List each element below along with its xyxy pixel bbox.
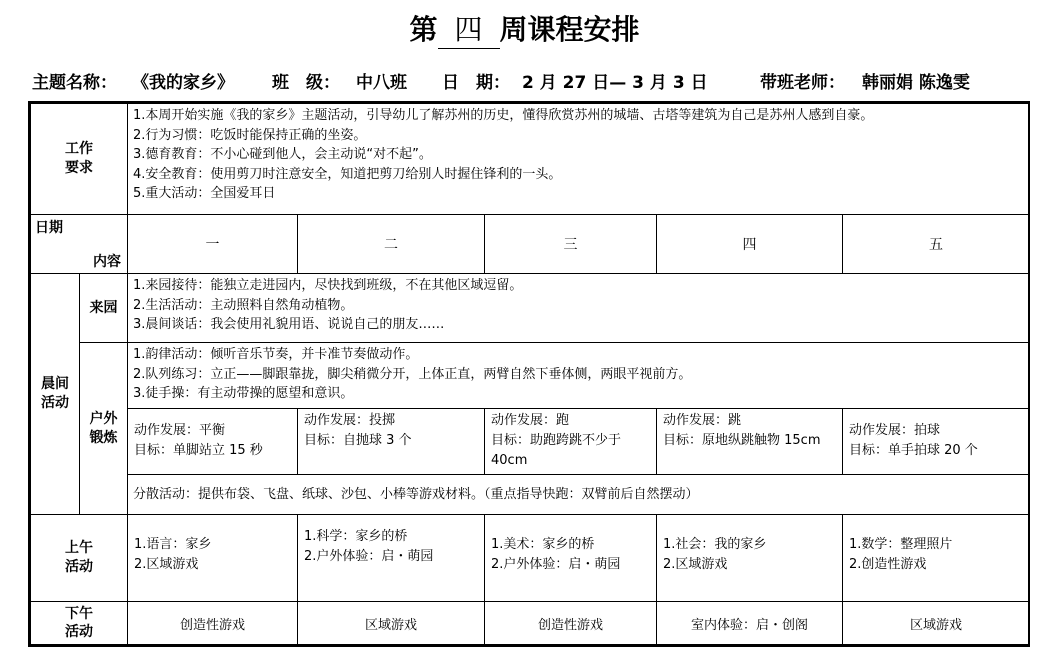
am-activity-line: 1.美术：家乡的桥: [491, 537, 595, 552]
am-activity: [842, 514, 1030, 602]
pm-activity: 区域游戏: [297, 601, 485, 645]
work-item: 3.德育教育：不小心碰到他人，会主动说“对不起”。: [133, 147, 432, 162]
arrival-label: 来园: [79, 273, 128, 343]
theme-label: 主题名称：: [32, 73, 117, 93]
work-requirements: [127, 103, 1030, 215]
am-activity-line: 2.创造性游戏: [849, 557, 927, 572]
outdoor-item: 2.队列练习：立正——脚跟靠拢，脚尖稍微分开，上体正直，两臂自然下垂体侧，两眼平视前方。: [133, 366, 692, 382]
morning-label: 晨间 活动: [30, 273, 80, 515]
exercise-goal: 目标：助跑跨跳不少于 40cm: [491, 433, 622, 468]
teacher-names: 韩丽娟 陈逸雯: [862, 73, 970, 93]
am-activity-line: 2.区域游戏: [134, 557, 199, 572]
page-title: [0, 8, 1049, 49]
exercise-goal: 目标：自抛球 3 个: [304, 433, 412, 448]
work-item: 5.重大活动：全国爱耳日: [133, 186, 276, 201]
date-label: 日 期：: [442, 73, 510, 93]
exercise-goal: 目标：单脚站立 15 秒: [134, 443, 263, 458]
am-activity-line: 2.户外体验：启・萌园: [304, 549, 434, 564]
am-activity-line: 1.社会：我的家乡: [663, 537, 767, 552]
pm-activity: 区域游戏: [842, 601, 1030, 645]
outdoor-content: [127, 342, 1030, 409]
week-number: 四: [438, 8, 500, 49]
outdoor-label: 户外 锻炼: [79, 342, 128, 515]
am-activity-line: 2.区域游戏: [663, 557, 728, 572]
day-header: 五: [842, 214, 1030, 274]
am-activity-line: 1.科学：家乡的桥: [304, 529, 408, 544]
arrival-item: 2.生活活动：主动照料自然角动植物。: [133, 297, 354, 313]
am-activity: [484, 514, 657, 602]
teacher-label: 带班老师：: [760, 73, 845, 93]
exercise-type: 动作发展：跑: [491, 413, 570, 428]
am-activity: [656, 514, 843, 602]
class-value: 中八班: [356, 73, 407, 93]
work-item: 4.安全教育：使用剪刀时注意安全，知道把剪刀给别人时握住锋利的一头。: [133, 166, 562, 182]
exercise-type: 动作发展：投掷: [304, 413, 396, 428]
outdoor-item: 3.徒手操：有主动带操的愿望和意识。: [133, 386, 354, 401]
work-item: 1.本周开始实施《我的家乡》主题活动，引导幼儿了解苏州的历史，懂得欣赏苏州的城墙、古塔等建筑为自己是苏州人感到自豪。: [133, 108, 874, 123]
title-prefix: 第: [409, 13, 438, 46]
pm-activity: 室内体验：启・创阁: [656, 601, 843, 645]
exercise-goal: 目标：单手拍球 20 个: [849, 443, 978, 458]
theme-value: 《我的家乡》: [132, 73, 234, 93]
exercise-goal: 目标：原地纵跳触物 15cm: [663, 433, 821, 448]
am-label: 上午 活动: [30, 514, 128, 602]
schedule-table: [28, 101, 1030, 647]
outdoor-item: 1.韵律活动：倾听音乐节奏，并卡准节奏做动作。: [133, 347, 419, 362]
daily-exercise: [842, 408, 1030, 475]
am-activity-line: 1.数学：整理照片: [849, 537, 953, 552]
class-label: 班 级：: [272, 73, 340, 93]
date-content-corner: [30, 214, 128, 274]
corner-content-label: 内容: [93, 254, 121, 270]
pm-activity: 创造性游戏: [484, 601, 657, 645]
day-header: 一: [127, 214, 298, 274]
pm-label: 下午 活动: [30, 601, 128, 645]
day-header: 四: [656, 214, 843, 274]
date-value: 2 月 27 日— 3 月 3 日: [522, 73, 708, 93]
work-item: 2.行为习惯：吃饭时能保持正确的坐姿。: [133, 127, 367, 143]
am-activity-line: 2.户外体验：启・萌园: [491, 557, 621, 572]
arrival-item: 3.晨间谈话：我会使用礼貌用语、说说自己的朋友……: [133, 317, 445, 332]
exercise-type: 动作发展：拍球: [849, 423, 941, 438]
pm-activity: 创造性游戏: [127, 601, 298, 645]
exercise-type: 动作发展：跳: [663, 413, 742, 428]
daily-exercise: [656, 408, 843, 475]
exercise-type: 动作发展：平衡: [134, 423, 226, 438]
arrival-item: 1.来园接待：能独立走进园内，尽快找到班级，不在其他区域逗留。: [133, 278, 523, 293]
daily-exercise: [127, 408, 298, 475]
daily-exercise: [484, 408, 657, 475]
info-line: [32, 68, 1022, 92]
day-header: 三: [484, 214, 657, 274]
am-activity: [127, 514, 298, 602]
scattered-activity: 分散活动：提供布袋、飞盘、纸球、沙包、小棒等游戏材料。（重点指导快跑：双臂前后自然摆动）: [127, 474, 1030, 515]
title-suffix: 周课程安排: [499, 13, 640, 46]
am-activity-line: 1.语言：家乡: [134, 537, 212, 552]
day-header: 二: [297, 214, 485, 274]
arrival-content: [127, 273, 1030, 343]
corner-date-label: 日期: [35, 220, 63, 236]
am-activity: [297, 514, 485, 602]
daily-exercise: [297, 408, 485, 475]
work-label: 工作 要求: [30, 103, 128, 215]
